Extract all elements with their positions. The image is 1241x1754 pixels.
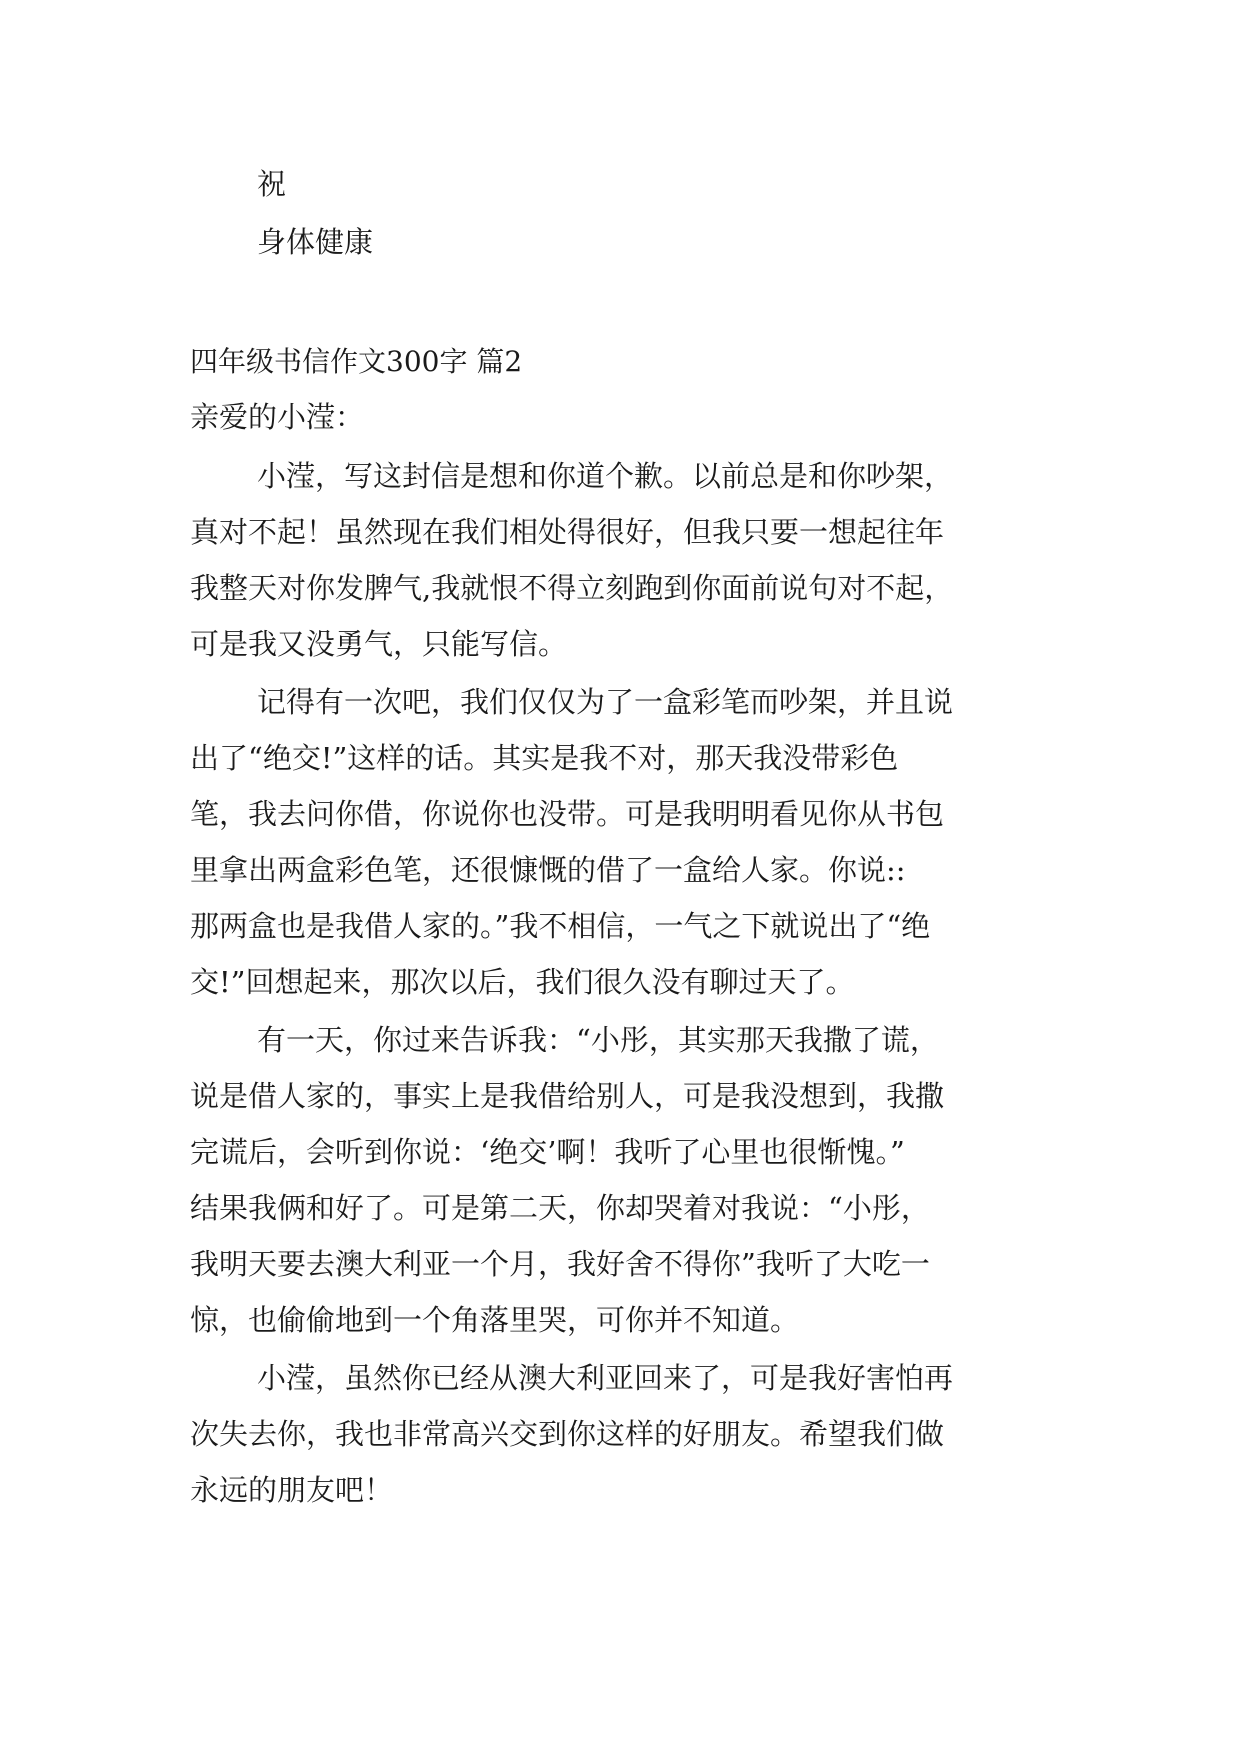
paragraph-line: 永远的朋友吧！	[190, 1473, 394, 1507]
paragraph-line: 我整天对你发脾气,我就恨不得立刻跑到你面前说句对不起，	[190, 571, 954, 605]
paragraph-line: 次失去你，我也非常高兴交到你这样的好朋友。希望我们做	[190, 1417, 945, 1451]
paragraph-line: 笔，我去问你借，你说你也没带。可是我明明看见你从书包	[190, 797, 945, 831]
paragraph-line: 真对不起！虽然现在我们相处得很好，但我只要一想起往年	[190, 515, 945, 549]
essay-title: 四年级书信作文300字 篇2	[190, 345, 523, 378]
paragraph-line: 记得有一次吧，我们仅仅为了一盒彩笔而吵架，并且说	[257, 685, 954, 719]
closing-wish: 身体健康	[257, 225, 374, 259]
closing-salutation: 祝	[257, 167, 287, 201]
paragraph-line: 说是借人家的，事实上是我借给别人，可是我没想到，我撒	[190, 1079, 945, 1113]
paragraph-line: 里拿出两盒彩色笔，还很慷慨的借了一盒给人家。你说::	[190, 853, 906, 887]
paragraph-line: 惊，也偷偷地到一个角落里哭，可你并不知道。	[190, 1303, 800, 1337]
paragraph-line: 有一天，你过来告诉我：“小彤，其实那天我撒了谎，	[257, 1023, 939, 1057]
paragraph-line: 可是我又没勇气，只能写信。	[190, 627, 568, 661]
paragraph-line: 完谎后，会听到你说：‘绝交’啊！我听了心里也很惭愧。”	[190, 1135, 905, 1169]
paragraph-line: 出了“绝交!”这样的话。其实是我不对，那天我没带彩色	[190, 741, 899, 775]
letter-greeting: 亲爱的小滢：	[190, 400, 365, 434]
paragraph-line: 小滢，虽然你已经从澳大利亚回来了，可是我好害怕再	[257, 1361, 954, 1395]
paragraph-line: 结果我俩和好了。可是第二天，你却哭着对我说：“小彤，	[190, 1191, 930, 1225]
paragraph-line: 我明天要去澳大利亚一个月，我好舍不得你”我听了大吃一	[190, 1247, 930, 1281]
paragraph-line: 那两盒也是我借人家的。”我不相信，一气之下就说出了“绝	[190, 909, 931, 943]
paragraph-line: 交!”回想起来，那次以后，我们很久没有聊过天了。	[190, 965, 855, 999]
paragraph-line: 小滢，写这封信是想和你道个歉。以前总是和你吵架，	[257, 459, 954, 493]
